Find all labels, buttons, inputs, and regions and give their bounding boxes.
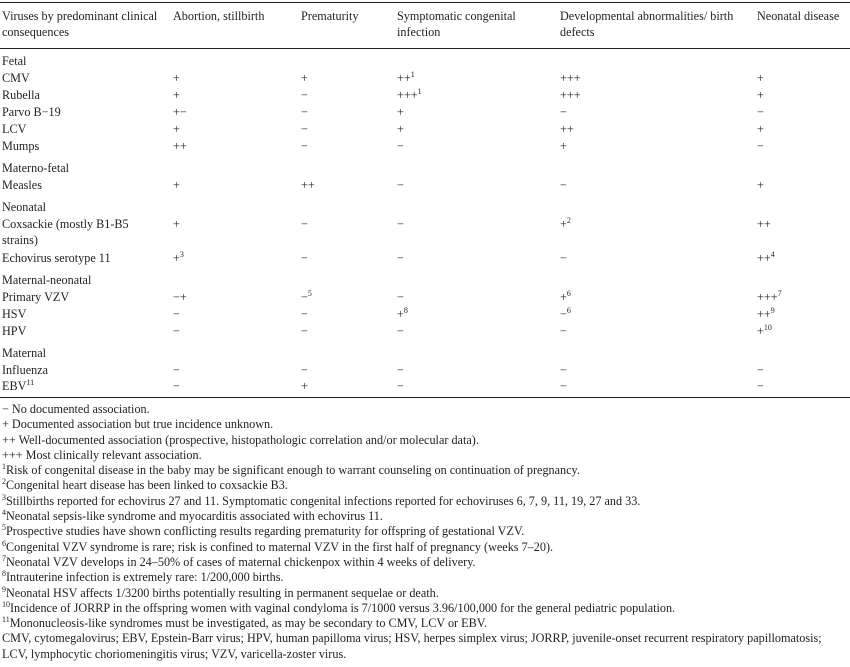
table-bottom-rule bbox=[0, 397, 850, 398]
abortion-cell: ++ bbox=[173, 139, 187, 153]
abortion-cell: + bbox=[173, 217, 180, 231]
prematurity-cell: + bbox=[301, 71, 308, 85]
virus-cell: CMV bbox=[2, 71, 30, 85]
abortion-cell: − bbox=[173, 324, 180, 338]
section-row bbox=[0, 160, 850, 176]
developmental-cell: + bbox=[560, 139, 567, 153]
footnote: $^9$Neonatal HSV affects 1/3200 births potentially resulting in permanent sequelae or death. bbox=[2, 584, 439, 600]
header-rule bbox=[0, 48, 850, 49]
neonatal-cell: + bbox=[757, 178, 764, 192]
table-row bbox=[0, 250, 850, 266]
congenital-cell: − bbox=[397, 139, 404, 153]
virus-cell: HPV bbox=[2, 324, 27, 338]
table-row bbox=[0, 87, 850, 103]
neonatal-cell: +++$^7$ bbox=[757, 289, 782, 304]
footnote: $^1$Risk of congenital disease in the baby may be significant enough to warrant counseling on continuation of pregnancy. bbox=[2, 462, 580, 478]
developmental-cell: − bbox=[560, 363, 567, 377]
congenital-cell: +$^8$ bbox=[397, 306, 408, 321]
header-neonatal: Neonatal disease bbox=[757, 9, 840, 23]
developmental-cell: ++ bbox=[560, 122, 574, 136]
abortion-cell: + bbox=[173, 88, 180, 102]
top-rule bbox=[0, 2, 850, 3]
header-congenital: Symptomatic congenital infection bbox=[397, 9, 516, 39]
abortion-cell: − bbox=[173, 307, 180, 321]
section-row bbox=[0, 53, 850, 69]
neonatal-cell: +$^{10}$ bbox=[757, 323, 772, 338]
developmental-cell: −$^6$ bbox=[560, 306, 571, 321]
congenital-cell: − bbox=[397, 178, 404, 192]
developmental-cell: +++ bbox=[560, 71, 581, 85]
congenital-cell: − bbox=[397, 363, 404, 377]
virus-cell: Influenza bbox=[2, 363, 49, 377]
congenital-cell: − bbox=[397, 379, 404, 393]
neonatal-cell: − bbox=[757, 363, 764, 377]
prematurity-cell: − bbox=[301, 363, 308, 377]
neonatal-cell: + bbox=[757, 71, 764, 85]
virus-cell: EBV$^{11}$ bbox=[2, 378, 35, 393]
virus-cell: Mumps bbox=[2, 139, 40, 153]
developmental-cell: − bbox=[560, 379, 567, 393]
virus-cell: Coxsackie (mostly B1-B5 strains) bbox=[2, 217, 129, 247]
footnote: $^{10}$Incidence of JORRP in the offspring women with vaginal condyloma is 7/1000 versus 3.96/100,000 for the general pediatric population. bbox=[2, 599, 676, 615]
congenital-cell: − bbox=[397, 251, 404, 265]
abortion-cell: +$^3$ bbox=[173, 250, 184, 265]
table-row bbox=[0, 323, 850, 339]
prematurity-cell: − bbox=[301, 251, 308, 265]
footnote: $^8$Intrauterine infection is extremely rare: 1/200,000 births. bbox=[2, 569, 284, 585]
congenital-cell: − bbox=[397, 217, 404, 231]
section-materno-fetal: Materno-fetal bbox=[2, 161, 69, 175]
congenital-cell: − bbox=[397, 290, 404, 304]
virus-cell: LCV bbox=[2, 122, 27, 136]
prematurity-cell: − bbox=[301, 139, 308, 153]
abortion-cell: + bbox=[173, 122, 180, 136]
prematurity-cell: − bbox=[301, 307, 308, 321]
neonatal-cell: ++ bbox=[757, 217, 771, 231]
developmental-cell: − bbox=[560, 324, 567, 338]
table-row bbox=[0, 104, 850, 120]
abortion-cell: − bbox=[173, 363, 180, 377]
developmental-cell: − bbox=[560, 178, 567, 192]
footnote: $^{11}$Mononucleosis-like syndromes must be investigated, as may be secondary to CMV, LCV or EBV. bbox=[2, 615, 487, 631]
header-virus: Viruses by predominant clinical consequences bbox=[2, 9, 158, 39]
table-row bbox=[0, 121, 850, 137]
developmental-cell: − bbox=[560, 251, 567, 265]
header-prematurity: Prematurity bbox=[301, 9, 359, 23]
virus-cell: Rubella bbox=[2, 88, 40, 102]
table-row bbox=[0, 138, 850, 154]
footnote: $^5$Prospective studies have shown conflicting results regarding prematurity for offspring of gestational VZV. bbox=[2, 523, 525, 539]
abortion-cell: −+ bbox=[173, 290, 187, 304]
legend-item: + Documented association but true incidence unknown. bbox=[2, 417, 274, 432]
abortion-cell: − bbox=[173, 379, 180, 393]
section-fetal: Fetal bbox=[2, 54, 27, 68]
section-row bbox=[0, 345, 850, 361]
table-row bbox=[0, 70, 850, 86]
legend-item: +++ Most clinically relevant association. bbox=[2, 447, 202, 462]
congenital-cell: + bbox=[397, 122, 404, 136]
abbreviations-note: CMV, cytomegalovirus; EBV, Epstein-Barr virus; HPV, human papilloma virus; HSV, herpes simplex virus; JORRP, juvenile-onset recurrent respiratory papillomatosis; LCV, lymphocytic choriomeningitis virus; VZV, varicella-zoster virus. bbox=[2, 631, 822, 661]
virus-cell: HSV bbox=[2, 307, 27, 321]
congenital-cell: + bbox=[397, 105, 404, 119]
header-developmental: Developmental abnormalities/ birth defects bbox=[560, 9, 734, 39]
congenital-cell: ++$^1$ bbox=[397, 70, 415, 85]
section-maternal: Maternal bbox=[2, 346, 46, 360]
section-row bbox=[0, 199, 850, 215]
developmental-cell: +$^6$ bbox=[560, 289, 571, 304]
footnote: $^3$Stillbirths reported for echovirus 27 and 11. Symptomatic congenital infections reported for echoviruses 6, 7, 9, 11, 19, 27 and 33. bbox=[2, 492, 641, 508]
table-row bbox=[0, 177, 850, 193]
congenital-cell: − bbox=[397, 324, 404, 338]
table-row bbox=[0, 306, 850, 322]
developmental-cell: +++ bbox=[560, 88, 581, 102]
prematurity-cell: − bbox=[301, 88, 308, 102]
legend-item: − No documented association. bbox=[2, 402, 150, 416]
virus-cell: Parvo B−19 bbox=[2, 105, 61, 119]
table-row bbox=[0, 362, 850, 378]
section-neonatal: Neonatal bbox=[2, 200, 46, 214]
legend-item: ++ Well-documented association (prospective, histopathologic correlation and/or molecular data). bbox=[2, 432, 479, 447]
abortion-cell: + bbox=[173, 178, 180, 192]
table-row bbox=[0, 289, 850, 305]
footnote: $^2$Congenital heart disease has been linked to coxsackie B3. bbox=[2, 477, 288, 493]
neonatal-cell: + bbox=[757, 122, 764, 136]
table-notes bbox=[2, 402, 842, 662]
footnote: $^4$Neonatal sepsis-like syndrome and myocarditis associated with echovirus 11. bbox=[2, 508, 383, 524]
prematurity-cell: − bbox=[301, 122, 308, 136]
prematurity-cell: + bbox=[301, 379, 308, 393]
developmental-cell: − bbox=[560, 105, 567, 119]
header-abortion: Abortion, stillbirth bbox=[173, 9, 265, 23]
prematurity-cell: − bbox=[301, 105, 308, 119]
table-row bbox=[0, 378, 850, 394]
neonatal-cell: ++$^4$ bbox=[757, 250, 775, 265]
neonatal-cell: ++$^9$ bbox=[757, 306, 775, 321]
virus-cell: Measles bbox=[2, 178, 42, 192]
neonatal-cell: − bbox=[757, 105, 764, 119]
neonatal-cell: − bbox=[757, 139, 764, 153]
neonatal-cell: − bbox=[757, 379, 764, 393]
footnote: $^7$Neonatal VZV develops in 24–50% of cases of maternal chickenpox within 4 weeks of delivery. bbox=[2, 553, 476, 569]
prematurity-cell: − bbox=[301, 217, 308, 231]
neonatal-cell: + bbox=[757, 88, 764, 102]
abortion-cell: + bbox=[173, 71, 180, 85]
section-maternal-neonatal: Maternal-neonatal bbox=[2, 273, 92, 287]
developmental-cell: +$^2$ bbox=[560, 216, 571, 231]
prematurity-cell: − bbox=[301, 324, 308, 338]
footnote: $^6$Congenital VZV syndrome is rare; risk is confined to maternal VZV in the first half of pregnancy (weeks 7–20). bbox=[2, 538, 554, 554]
prematurity-cell: −$^5$ bbox=[301, 289, 312, 304]
prematurity-cell: ++ bbox=[301, 178, 315, 192]
section-row bbox=[0, 272, 850, 288]
abortion-cell: +− bbox=[173, 105, 187, 119]
virus-cell: Echovirus serotype 11 bbox=[2, 251, 111, 265]
table-row bbox=[0, 216, 850, 247]
congenital-cell: +++$^1$ bbox=[397, 87, 422, 102]
virus-cell: Primary VZV bbox=[2, 290, 70, 304]
